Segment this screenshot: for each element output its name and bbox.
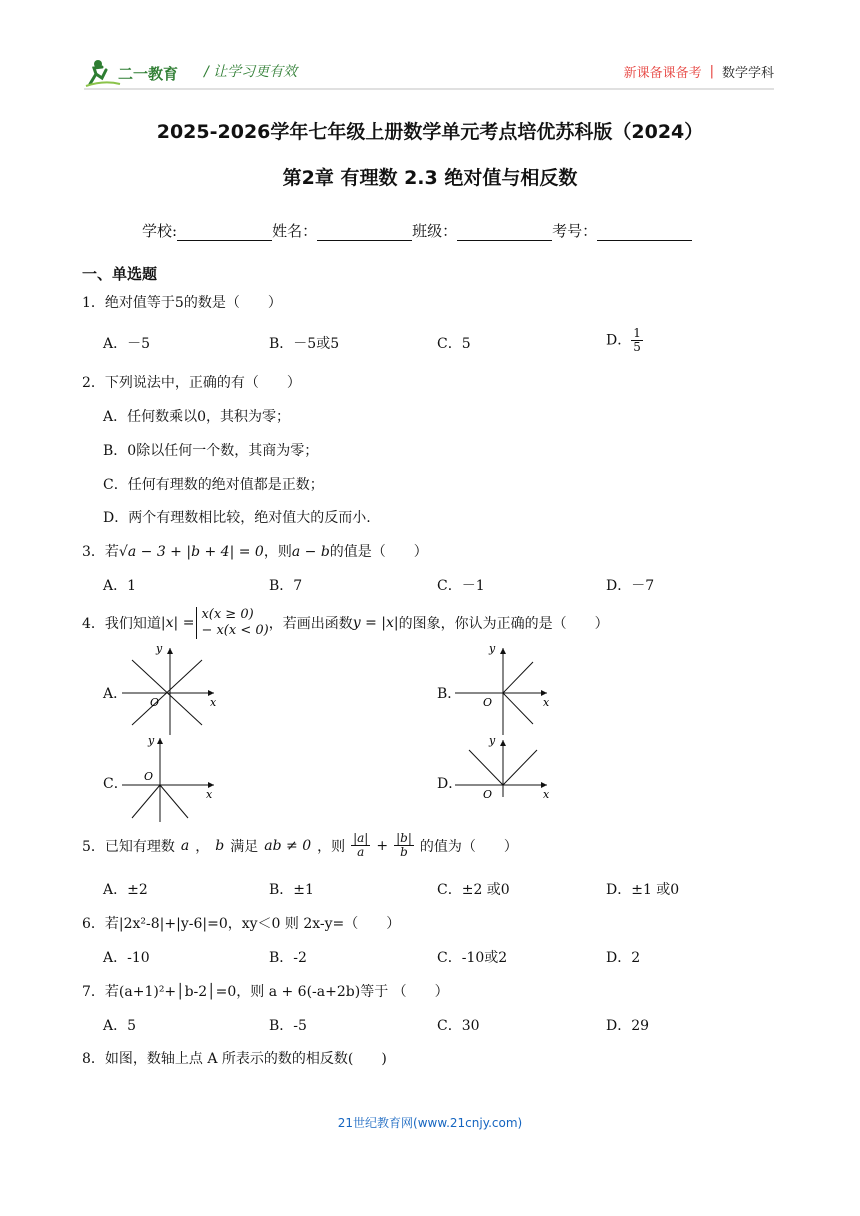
q5-condition: ab ≠ 0 bbox=[264, 837, 312, 854]
q5-option-b[interactable]: B．±1 bbox=[269, 882, 314, 898]
q7-option-b[interactable]: B．-5 bbox=[269, 1018, 307, 1034]
q4-graph-d[interactable] bbox=[455, 732, 555, 827]
header-separator: | bbox=[709, 64, 714, 79]
q5-var-b: b bbox=[215, 837, 225, 854]
origin-label: O bbox=[150, 696, 160, 709]
origin-label: O bbox=[483, 696, 493, 709]
axis-x-label: x bbox=[543, 696, 550, 709]
q5-pre: 5．已知有理数 bbox=[82, 838, 175, 855]
runner-logo-icon bbox=[84, 58, 194, 90]
q6-option-d[interactable]: D．2 bbox=[606, 950, 641, 966]
axis-x-label: x bbox=[210, 696, 217, 709]
question-6-stem: 6．若|2x²-8|+|y-6|=0，xy＜0 则 2x-y=（ ） bbox=[82, 916, 401, 932]
q5-option-c[interactable]: C．±2 或0 bbox=[437, 882, 510, 898]
q4-piecewise bbox=[196, 607, 268, 639]
q4-case-1: x(x ≥ 0) bbox=[201, 607, 254, 622]
axis-y-label: y bbox=[156, 642, 163, 655]
q2-option-a[interactable]: A．任何数乘以0，其积为零； bbox=[103, 409, 291, 425]
q5-plus: + bbox=[376, 837, 389, 854]
q6-option-b[interactable]: B．-2 bbox=[269, 950, 307, 966]
student-info-row bbox=[142, 220, 692, 241]
class-field bbox=[412, 220, 552, 241]
question-4-stem bbox=[82, 607, 609, 639]
fraction-denominator: b bbox=[400, 845, 408, 859]
exam-number-blank[interactable] bbox=[597, 224, 692, 241]
q5-fraction-a bbox=[351, 832, 370, 859]
exam-number-label: 考号： bbox=[552, 222, 598, 240]
q2-option-b[interactable]: B．0除以任何一个数，其商为零； bbox=[103, 443, 319, 459]
q5-mid2: ，则 bbox=[317, 838, 346, 855]
footer-source[interactable]: 21世纪教育网(www.21cnjy.com) bbox=[337, 1116, 523, 1130]
q1-option-a[interactable]: A．－5 bbox=[103, 336, 151, 352]
q4-mid: ，若画出函数 bbox=[268, 616, 353, 632]
q1-option-c[interactable]: C．5 bbox=[437, 336, 471, 352]
origin-label: O bbox=[144, 770, 154, 783]
fraction-denominator: a bbox=[357, 845, 365, 859]
slogan: / 让学习更有效 bbox=[204, 64, 298, 80]
q5-comma: ， bbox=[195, 838, 210, 855]
brand-logo bbox=[84, 58, 194, 90]
fraction-numerator: |a| bbox=[353, 831, 369, 845]
class-label: 班级： bbox=[412, 222, 458, 240]
q1-option-d-prefix: D． bbox=[606, 332, 632, 349]
q4-option-c-label[interactable]: C． bbox=[103, 776, 128, 792]
q4-option-b-label[interactable]: B． bbox=[437, 686, 462, 702]
q1-option-b[interactable]: B．－5或5 bbox=[269, 336, 340, 352]
class-blank[interactable] bbox=[457, 224, 552, 241]
q5-post: 的值为（ ） bbox=[419, 838, 518, 855]
q4-graph-b[interactable] bbox=[455, 640, 555, 735]
q4-option-d-label[interactable]: D． bbox=[437, 776, 463, 792]
q3-option-d[interactable]: D．－7 bbox=[606, 578, 655, 594]
q3-mid: ，则 bbox=[263, 544, 292, 560]
page-subtitle: 第2章 有理数 2.3 绝对值与相反数 bbox=[282, 167, 578, 189]
q4-abs-expr: |x| = bbox=[160, 615, 195, 631]
question-2-stem: 2．下列说法中，正确的有（ ） bbox=[82, 375, 301, 391]
q1-option-d-fraction bbox=[631, 327, 643, 354]
q4-case-2: − x(x < 0) bbox=[201, 623, 269, 638]
axis-y-label: y bbox=[148, 734, 155, 747]
axis-x-label: x bbox=[543, 788, 550, 801]
q2-option-d[interactable]: D．两个有理数相比较，绝对值大的反而小. bbox=[103, 510, 371, 526]
q7-option-d[interactable]: D．29 bbox=[606, 1018, 650, 1034]
axis-y-label: y bbox=[489, 734, 496, 747]
name-field bbox=[272, 220, 412, 241]
school-field bbox=[142, 220, 272, 241]
header-divider bbox=[84, 88, 774, 90]
school-blank[interactable] bbox=[177, 224, 272, 241]
q4-graph-a[interactable] bbox=[122, 640, 222, 735]
question-1-stem: 1．绝对值等于5的数是（ ） bbox=[82, 295, 282, 311]
q4-pre: 4．我们知道 bbox=[82, 616, 161, 632]
header-tag-b: 数学学科 bbox=[721, 66, 774, 81]
fraction-denominator: 5 bbox=[633, 340, 641, 354]
q7-option-c[interactable]: C．30 bbox=[437, 1018, 480, 1034]
question-3-stem bbox=[82, 541, 428, 561]
q3-post: 的值是（ ） bbox=[329, 544, 428, 560]
q1-option-d[interactable] bbox=[606, 327, 643, 354]
header-right bbox=[624, 62, 774, 81]
header-tag-a: 新课备课备考 bbox=[623, 66, 702, 81]
axis-x-label: x bbox=[206, 788, 213, 801]
q3-option-c[interactable]: C．－1 bbox=[437, 578, 485, 594]
q2-option-c[interactable]: C．任何有理数的绝对值都是正数； bbox=[103, 477, 324, 493]
question-7-stem: 7．若(a+1)²+│b-2│=0，则 a + 6(-a+2b)等于 （ ） bbox=[82, 984, 449, 1000]
q3-expression: a − b bbox=[291, 544, 330, 560]
fraction-numerator: |b| bbox=[396, 831, 412, 845]
q5-mid: 满足 bbox=[230, 838, 259, 855]
q5-option-d[interactable]: D．±1 或0 bbox=[606, 882, 680, 898]
q4-option-a-label[interactable]: A． bbox=[103, 686, 128, 702]
q7-option-a[interactable]: A．5 bbox=[103, 1018, 137, 1034]
name-blank[interactable] bbox=[317, 224, 412, 241]
q5-fraction-b bbox=[394, 832, 414, 859]
q6-option-a[interactable]: A．-10 bbox=[103, 950, 150, 966]
fraction-numerator: 1 bbox=[633, 326, 641, 340]
q4-graph-c[interactable] bbox=[122, 732, 222, 827]
q3-equation: √a − 3 + |b + 4| = 0 bbox=[118, 544, 264, 560]
school-label: 学校: bbox=[142, 222, 178, 240]
section-heading: 一、单选题 bbox=[82, 265, 158, 283]
question-8-stem: 8．如图，数轴上点 A 所表示的数的相反数( ) bbox=[82, 1051, 387, 1067]
q5-option-a[interactable]: A．±2 bbox=[103, 882, 148, 898]
q6-option-c[interactable]: C．-10或2 bbox=[437, 950, 508, 966]
q4-post: 的图象，你认为正确的是（ ） bbox=[398, 616, 609, 632]
exam-number-field bbox=[552, 220, 692, 241]
page-title: 2025-2026学年七年级上册数学单元考点培优苏科版（2024） bbox=[156, 121, 704, 143]
q4-function: y = |x| bbox=[352, 615, 399, 631]
origin-label: O bbox=[483, 788, 493, 801]
q5-var-a: a bbox=[180, 837, 190, 854]
axis-y-label: y bbox=[489, 642, 496, 655]
logo-text: 二一教育 bbox=[118, 65, 179, 83]
question-5-stem bbox=[82, 832, 518, 859]
q3-option-a[interactable]: A．1 bbox=[103, 578, 137, 594]
name-label: 姓名： bbox=[272, 222, 318, 240]
q3-pre: 3．若 bbox=[82, 544, 119, 560]
q3-option-b[interactable]: B．7 bbox=[269, 578, 303, 594]
